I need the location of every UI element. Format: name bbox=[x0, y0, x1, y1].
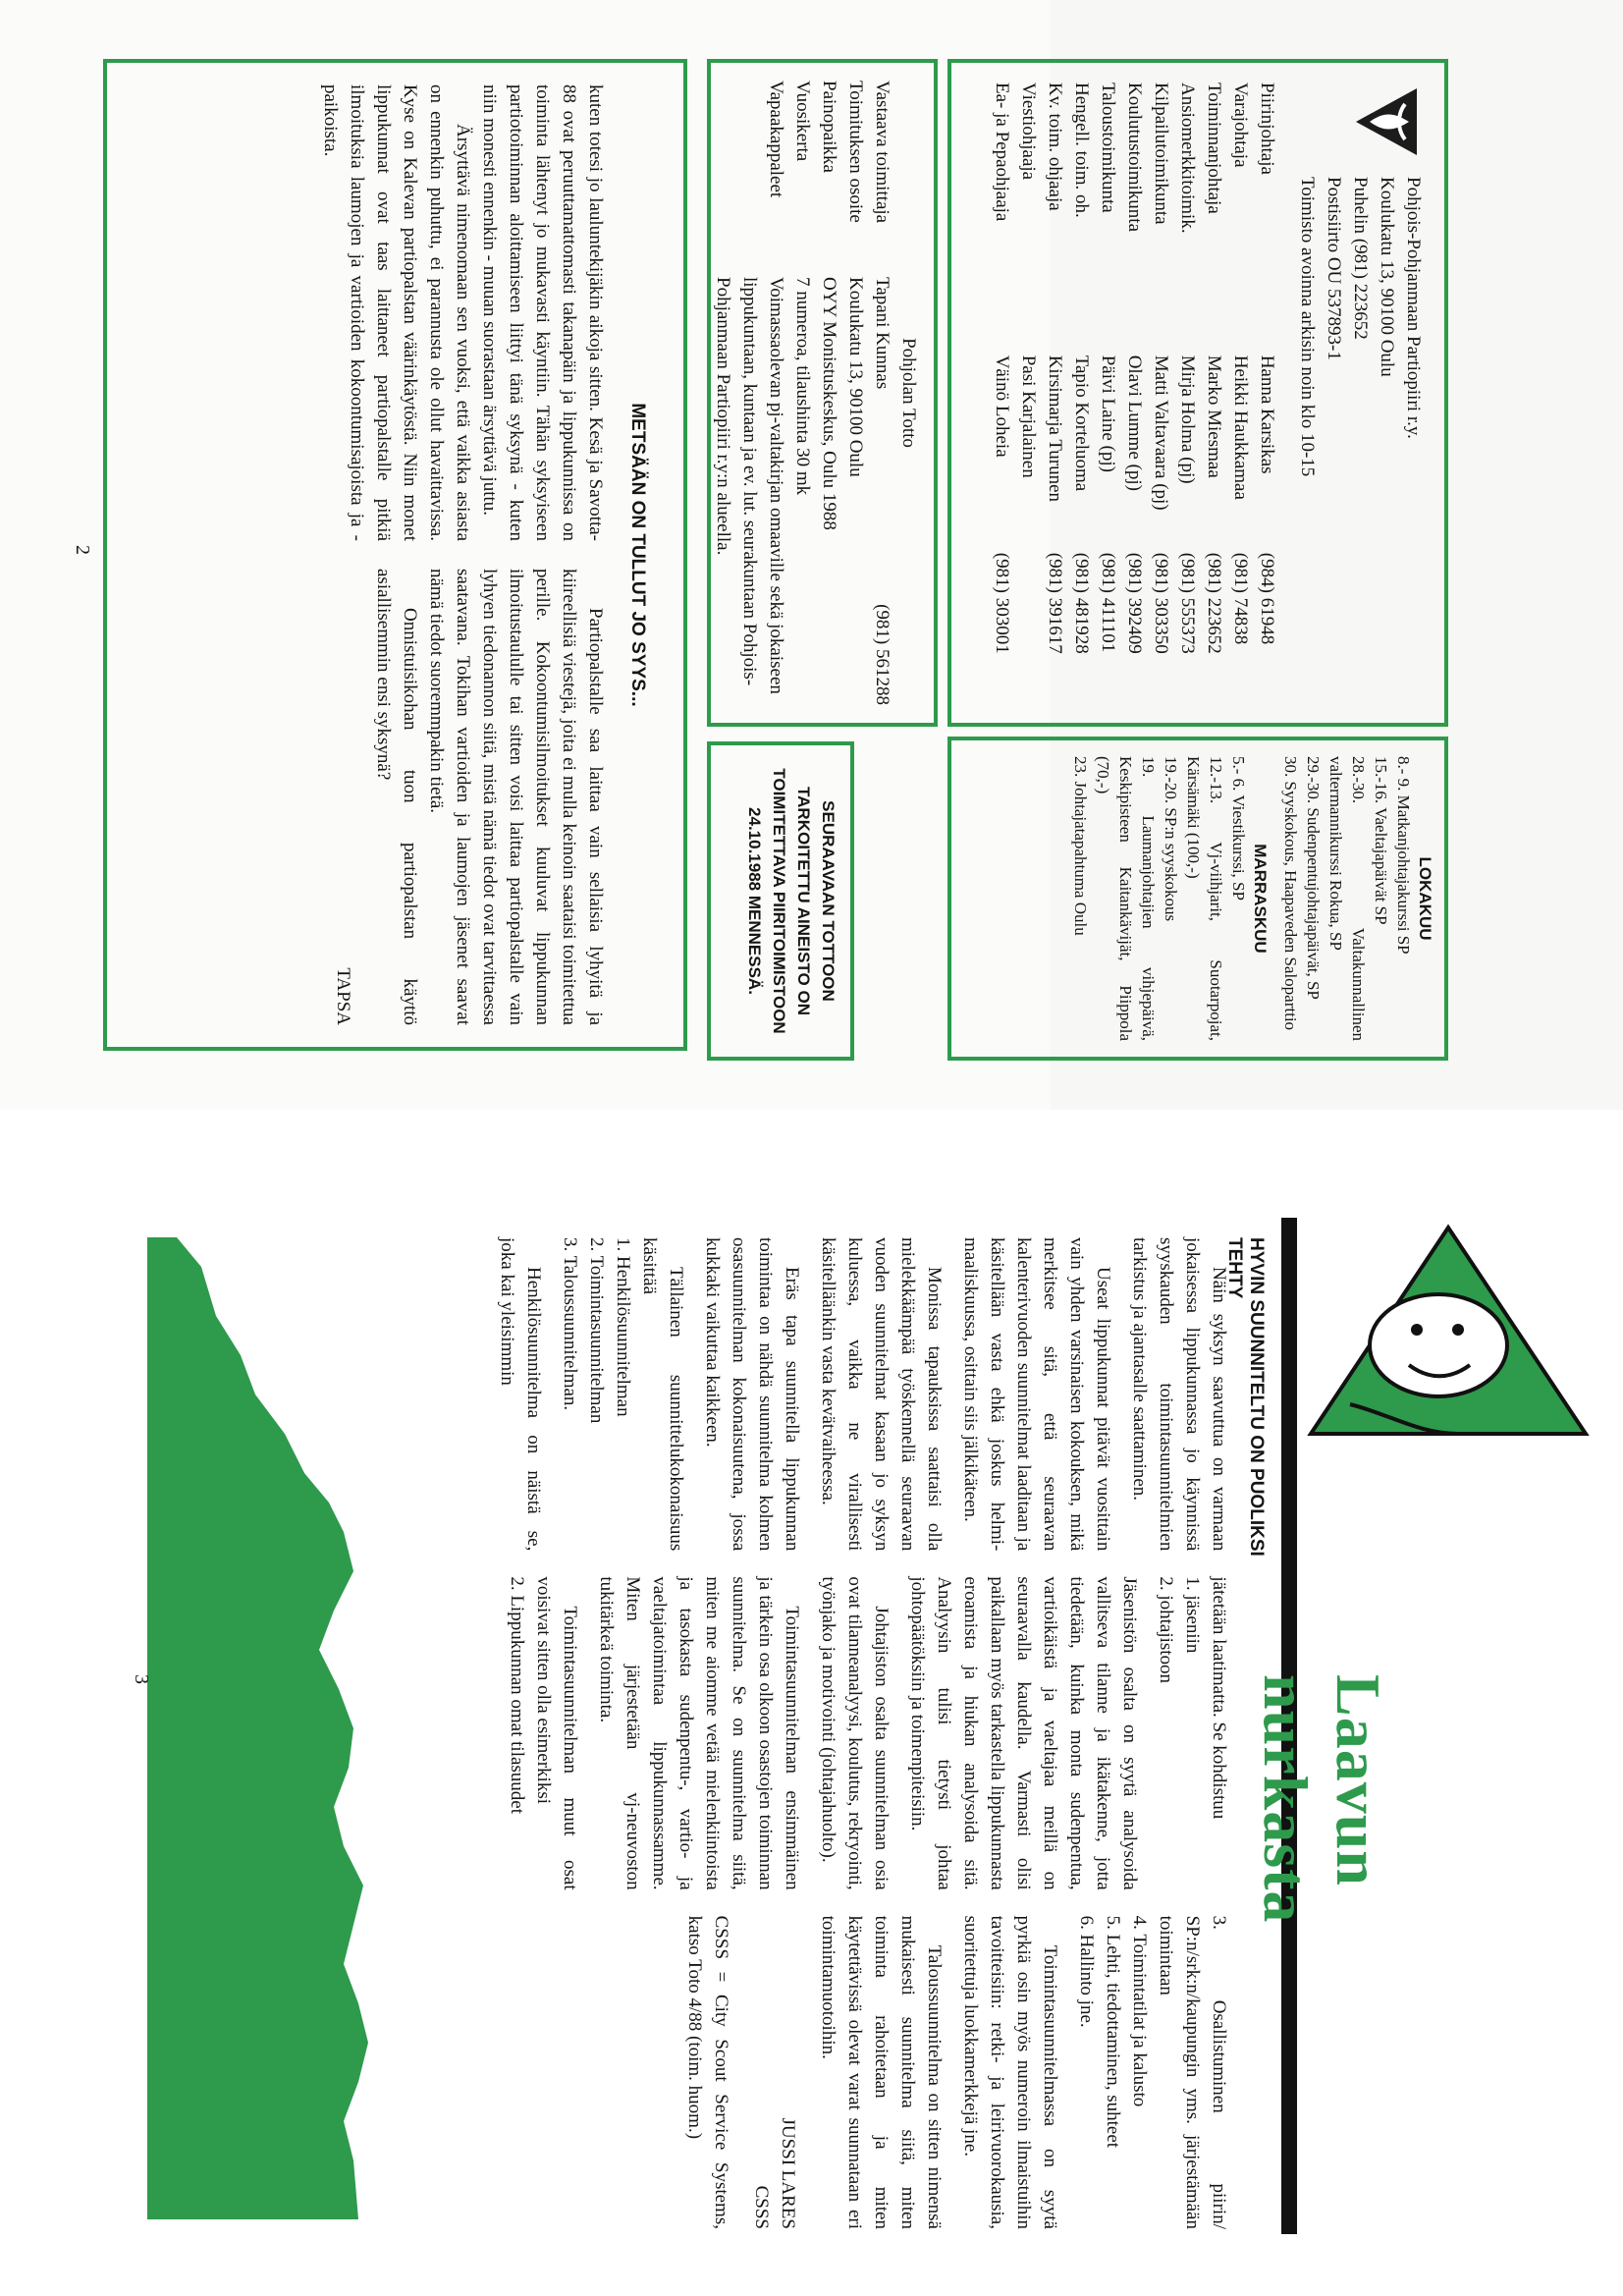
person: Matti Valtavaara (pj) bbox=[1151, 355, 1171, 511]
article-title: METSÄÄN ON TULLUT JO SYYS... bbox=[627, 403, 648, 707]
paragraph: Taloussuunnitelma on sitten nimensä mukaisesti suunnitelma siitä, miten toiminta rahoitetaan ja miten käytettävissä olevat varat suunnataan eri toimintamuotoihin. bbox=[818, 1915, 945, 2229]
column bbox=[494, 1237, 1232, 1551]
role: Ansiomerkkitoimik. bbox=[1177, 82, 1198, 234]
paragraph: Toimintasuunnitelman ensimmäinen ja tärkein osa olkoon osastojen toiminnan suunnitelma. Se on suunnitelma siitä, miten me aiomme vetää mielenkiintoista ja tasokasta sudenpentu-, vartio- ja vaeltajatoimintaa lippukunnassamme. Miten järjestetään vj-neuvoston tukitärkeä toiminta. bbox=[596, 1576, 802, 1890]
toto-tel: (981) 561288 bbox=[872, 604, 893, 705]
paragraph: Toimintasuunnitelman muut osat voisivat sitten olla esimerkiksi bbox=[533, 1576, 580, 1890]
contact-row bbox=[1042, 82, 1068, 703]
article-paragraph: kuten totesi jo lauluntekijäkin aikoja sitten. Kesä ja Savotta-88 ovat peruuttamattomasti takanapäin ja lippukunnissa on toiminta lähtenyt jo mukavasti käyntiin. Tähän syksyiseen partiotoiminnan aloittamiseen liittyi tänä syksynä - kuten niin monesti ennenkin - muuan suorastaan ärsyttävä juttu. bbox=[479, 84, 606, 541]
paragraph: Useat lippukunnat pitävät vuosittain vain yhden varsinaisen kokouksen, mikä merkitsee sitä, että seuraavan kalenterivuoden suunnitelmat laaditaan ja käsitellään vasta ehkä joskus helmi-maaliskuussa, osittain siis jälkikäteen. bbox=[960, 1237, 1113, 1552]
toto-value: Koulukatu 13, 90100 Oulu bbox=[845, 277, 866, 477]
role: Taloustoimikunta bbox=[1098, 82, 1118, 213]
toto-row bbox=[816, 81, 842, 705]
list-item: 1. Henkilösuunnitelman bbox=[613, 1237, 633, 1417]
role: Ea- ja Pepaohjaaja bbox=[992, 82, 1012, 222]
month-heading: LOKAKUU bbox=[1416, 856, 1434, 941]
toto-label: Vapaakappaleet bbox=[766, 81, 786, 198]
toto-row bbox=[869, 81, 895, 705]
toto-row bbox=[710, 81, 789, 705]
contact-row bbox=[1121, 82, 1148, 703]
column bbox=[494, 1576, 1232, 1889]
page-3 bbox=[0, 1110, 1623, 2296]
paragraph: Jäsenistön osalta on syytä analysoida vallitseva tilanne ja ikätakenne, jotta tiedetään, kuinka monta sudenpentua, vartioikäistä ja vaeltajaa meillä on seuraavalla kaudella. Varmasti olisi paikallaan myös tarkastella lippukunnasta eroamista ja hiukan analysoida sitä. Analyysin tulisi tietysti johtaa johtopäätöksiin ja toimenpiteisiin. bbox=[907, 1576, 1140, 1890]
paragraph: Monissa tapauksissa saattaisi olla mielekkäämpää työskennellä seuraavan vuoden suunnitelmat kasaan jo syksyn kuluessa, vaikka ne virallisesti käsitelläänkin vasta kevätvaiheessa. bbox=[818, 1237, 945, 1552]
list-item: 4. Toimintatilat ja kalusto bbox=[1129, 1915, 1150, 2107]
toto-value: OYY Monistuskeskus, Oulu 1988 bbox=[819, 277, 839, 530]
phone: (981) 303001 bbox=[992, 552, 1012, 654]
event: 15.-16. Vaeltajapäivät SP bbox=[1372, 756, 1390, 925]
event: 12.-13. Vj-viihjarit, Suotarpojat, Kärsämäki (100,-) bbox=[1184, 756, 1225, 1041]
phone: (981) 392409 bbox=[1124, 552, 1145, 654]
event: 29.-30. Sudenpentujohtajapäivät, SP bbox=[1304, 756, 1323, 1000]
toto-value: 7 numeroa, tilaushinta 30 mk bbox=[792, 277, 813, 496]
article-panel bbox=[103, 59, 687, 1051]
toto-label: Vuosikerta bbox=[792, 81, 813, 162]
person: Heikki Haukkamaa bbox=[1230, 355, 1251, 500]
phone: (981) 411101 bbox=[1098, 552, 1118, 653]
paragraph: Eräs tapa suunnitella lippukunnan toimintaa on nähdä suunnitelma kolmen osasuunnitelman kokonaisuutena, jossa kukkaki vaikuttaa kaikkeen. bbox=[702, 1237, 802, 1552]
article-paragraph: Partiopalstalle saa laittaa vain sellaisia lyhyitä ja kiireellisiä viestejä, joita ei mulla keinoin saataisi toimitettua perille. Kokoontumisilmoitukset kuuluvat lippukunnan ilmoitustaululle tai sitten voisi laittaa partiopalstalle vain lyhyen tiedonannon siitä, mistä nämä tiedot ovat tarvittaessa saatavana. Tokihan vartioiden ja laumojen jäsenet saavat nämä tiedot suoremmpakin tietä. bbox=[426, 569, 606, 1025]
calendar-panel bbox=[947, 737, 1448, 1061]
person: Päivi Laine (pj) bbox=[1098, 355, 1118, 472]
article-paragraph: Ärsyttävä nimenomaan sen vuoksi, että vaikka asiasta on ennenkin puhuttu, ei parannusta ole ollut havaittavissa. Kyse on Kalevan partiopalstan väärinkäytöstä. Niin monet lippukunnat ovat taas laittaneet partiopalstalle pitkiä ilmoituksia laumojen ja vartioiden kokoontumisajoista ja -paikoista. bbox=[320, 84, 473, 541]
person: Mirja Holma (pj) bbox=[1177, 355, 1198, 484]
event: 28.-30. Valtakunnallinen valtermannikurssi Rokua, SP bbox=[1326, 756, 1368, 1041]
contact-row bbox=[1015, 82, 1042, 703]
toto-row bbox=[789, 81, 816, 705]
toto-label: Painopaikka bbox=[819, 81, 839, 173]
phone: (981) 74838 bbox=[1230, 552, 1251, 645]
event: 8.- 9. Matkanjohtajakurssi SP bbox=[1394, 756, 1413, 955]
org-line: Toimisto avoinna arkisin noin klo 10-15 bbox=[1297, 177, 1318, 477]
paragraph: Näin syksyn saavuttua on varmaan jokaisessa lippukunnassa jo käynnissä syyskauden toimintasuunnitelmien tarkistus ja ajantasalle saattaminen. bbox=[1129, 1237, 1229, 1552]
event: 30. Syyskokous, Haapaveden Saloparttio bbox=[1281, 756, 1300, 1031]
event: 19. Laumanjohtajien vihjepäivä, Keskipisteen Kaitankävijät, Piippola (70,-) bbox=[1094, 756, 1158, 1041]
toto-value: Voimassaolevan pj-valtakirjan omaaville sekä jokaiseen lippukuntaan, kuntaan ja ev. lut. seurakuntaan Pohjois-Pohjanmaan Partiopiiri r.y:n alueella. bbox=[713, 277, 786, 694]
toto-label: Vastaava toimittaja bbox=[872, 81, 893, 224]
event: 23. Johtajatapahtuma Oulu bbox=[1071, 756, 1090, 936]
paragraph: Johtajiston osalta suunnitelman osia ovat tilanneanalyysi, koulutus, rekryointi, työnjako ja motivointi (johtajahuolto). bbox=[818, 1576, 892, 1890]
role: Koulutustoimikunta bbox=[1124, 82, 1145, 232]
page-number: 2 bbox=[72, 545, 93, 555]
org-line: Pohjois-Pohjanmaan Partiopiiri r.y. bbox=[1403, 177, 1424, 439]
phone: (981) 555373 bbox=[1177, 552, 1198, 654]
org-line: Postisiirto OU 537893-1 bbox=[1324, 177, 1344, 360]
role: Varajohtaja bbox=[1230, 82, 1251, 168]
page-2 bbox=[0, 0, 1434, 1110]
toto-label: Toimituksen osoite bbox=[845, 81, 866, 223]
role: Kv. toim. ohjaaja bbox=[1045, 82, 1065, 211]
role: Piirinjohtaja bbox=[1257, 82, 1277, 175]
article-paragraph: Onnistuisikohan tuon partiopalstan käyttö asiallisemmin ensi syksynä? bbox=[373, 569, 420, 1025]
month-heading: MARRASKUU bbox=[1251, 844, 1270, 954]
role: Kilpailutoimikunta bbox=[1151, 82, 1171, 225]
contacts-panel bbox=[947, 59, 1448, 727]
person: Tapio Korteluoma bbox=[1071, 355, 1092, 492]
paragraph: Toimintasuunnitelmassa on syytä pyrkiä osin myös numeroin ilmaistuihin tavoitteisiin: retki- ja leirivuorokausia, suoritettuja luokkamerkkejä jne. bbox=[960, 1915, 1060, 2229]
list-item: 2. Lippukunnan omat tilasuudet bbox=[507, 1576, 527, 1815]
person: Väinö Loheia bbox=[992, 355, 1012, 458]
toto-value: Tapani Kunnas bbox=[872, 277, 893, 390]
list-item: 2. Toimintasuunnitelman bbox=[586, 1237, 607, 1424]
person: Hanna Karsikas bbox=[1257, 355, 1277, 474]
article-subtitle: HYVIN SUUNNITELTU ON PUOLIKSI TEHTY bbox=[1224, 1237, 1267, 1557]
toto-heading: Pohjolan Totto bbox=[898, 338, 919, 448]
mascot-illustration bbox=[1291, 1208, 1605, 1463]
phone: (981) 481928 bbox=[1071, 552, 1092, 654]
deadline-notice bbox=[707, 741, 854, 1061]
role: Toiminnanjohtaja bbox=[1204, 82, 1224, 214]
list-item: 6. Hallinto jne. bbox=[1076, 1915, 1097, 2028]
person: Kirsimarja Turunen bbox=[1045, 355, 1065, 503]
notice-text: SEURAAVAAN TOTTOON TARKOITETTU AINEISTO ON TOIMITETTAVA PIIRITOIMISTOON 24.10.1988 MENNESSÄ. bbox=[745, 768, 838, 1034]
article-signature: TAPSA bbox=[333, 967, 353, 1025]
column bbox=[494, 1916, 1232, 2229]
contact-row bbox=[1227, 82, 1254, 703]
page-number: 3 bbox=[131, 1674, 152, 1684]
footnote: CSSS = City Scout Service Systems, katso Toto 4/88 (toim. huom.) bbox=[684, 1915, 731, 2229]
phone: (981) 223652 bbox=[1204, 552, 1224, 654]
contact-row bbox=[1254, 82, 1280, 703]
signature: JUSSI LARES bbox=[778, 2117, 798, 2229]
list-item: 2. johtajistoon bbox=[1156, 1576, 1176, 1684]
laavu-columns bbox=[497, 1237, 1232, 2229]
list-item: 5. Lehti, tiedottaminen, suhteet bbox=[1103, 1915, 1123, 2149]
contact-row bbox=[1068, 82, 1095, 703]
list-item: 3. Osallistuminen piirin/ SP:n/srk:n/kaupungin yms. järjestämään toimintaan bbox=[1156, 1915, 1229, 2229]
phone bbox=[1015, 553, 1042, 703]
forest-silhouette bbox=[147, 1237, 383, 2219]
phone: (981) 391617 bbox=[1045, 552, 1065, 654]
event: 5.- 6. Viestikurssi, SP bbox=[1229, 756, 1248, 901]
list-item: 1. jäseniin bbox=[1182, 1576, 1203, 1654]
contact-row bbox=[1174, 82, 1201, 703]
org-line: Puhelin (981) 223652 bbox=[1350, 177, 1371, 340]
event: 19.-20. SP:n syyskokous bbox=[1162, 756, 1180, 922]
toto-panel bbox=[707, 59, 938, 727]
list-item: 3. Taloussuunnitelman. bbox=[560, 1237, 580, 1411]
person: Olavi Lumme (pj) bbox=[1124, 355, 1145, 491]
contact-row bbox=[1095, 82, 1121, 703]
contact-row bbox=[989, 82, 1015, 703]
role: Viestiohjaaja bbox=[1018, 82, 1039, 181]
phone: (981) 303350 bbox=[1151, 552, 1171, 654]
signature: CSSS bbox=[751, 2185, 772, 2229]
paragraph: jätetään laatimatta. Se kohdistuu bbox=[1209, 1576, 1229, 1820]
person: Marko Miesmaa bbox=[1204, 355, 1224, 478]
paragraph: Tällainen suunnittelukokonaisuus käsittää bbox=[639, 1237, 686, 1552]
contact-row bbox=[1201, 82, 1227, 703]
toto-row bbox=[842, 81, 869, 705]
scout-emblem-icon bbox=[1348, 82, 1427, 161]
paragraph: Henkilösuunnitelma on näistä se, joka kai yleisimmin bbox=[497, 1237, 544, 1552]
contact-row bbox=[1148, 82, 1174, 703]
page-title: Laavun nurkasta bbox=[1251, 1674, 1393, 1924]
role: Hengell. toim. oh. bbox=[1071, 82, 1092, 218]
phone: (984) 61948 bbox=[1257, 552, 1277, 645]
org-line: Koulukatu 13, 90100 Oulu bbox=[1377, 177, 1397, 377]
person: Pasi Karjalainen bbox=[1018, 355, 1039, 478]
